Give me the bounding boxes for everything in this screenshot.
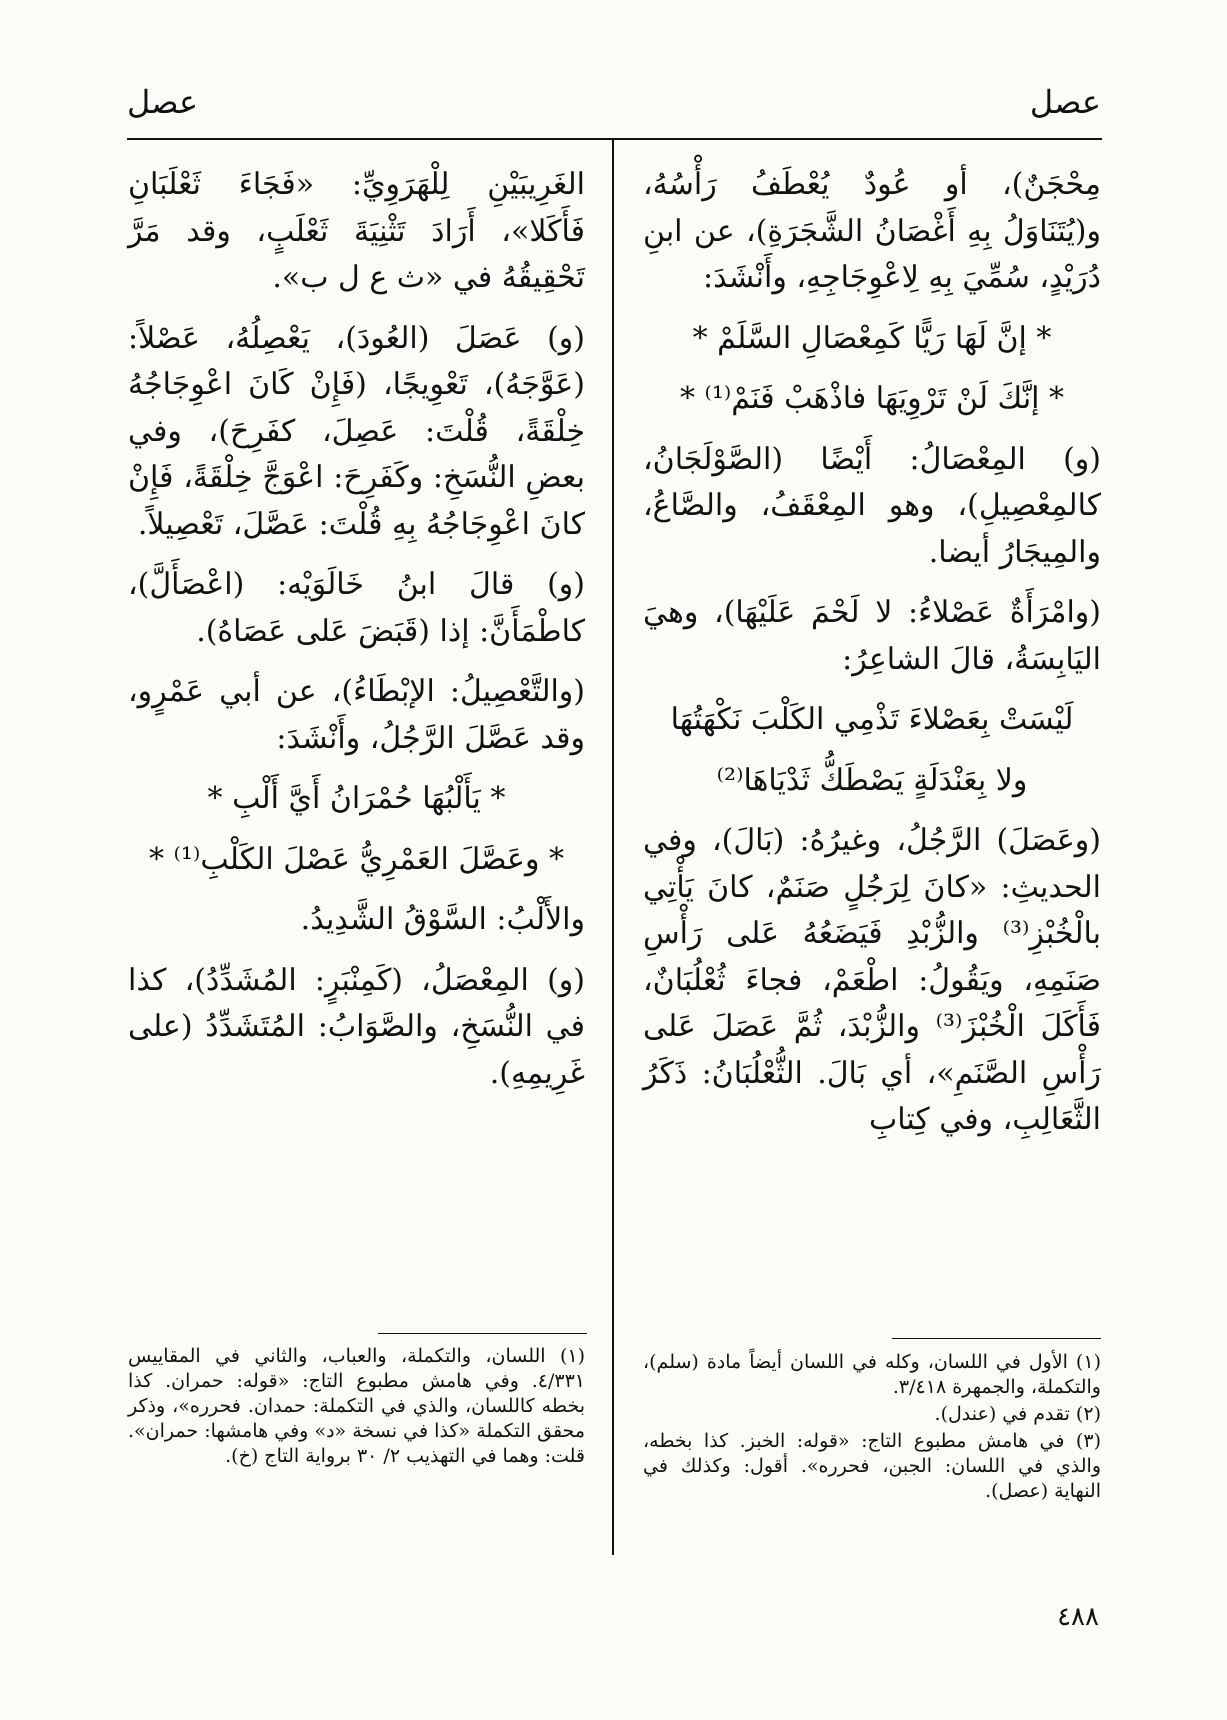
running-head-left: عصل (127, 83, 199, 121)
footnote: (١) اللسان، والتكملة، والعباب، والثاني في المقاييس ٤/٣٣١. وفي هامش مطبوع التاج: «قوله: حمران. كذا بخطه كاللسان، والذي في التكملة: حمدان. فحرره»، وذكر محقق التكملة «كذا في نسخة «د» وفي هامشها: حمران». قلت: وهما في التهذيب ٢/ ٣٠ برواية التاج (خ). (128, 1345, 586, 1467)
right-column (643, 162, 1101, 1158)
footnote-rule-left (378, 1333, 587, 1334)
footnote: (٣) في هامش مطبوع التاج: «قوله: الخبز. كذا بخطه، والذي في اللسان: الجبن، فحرره». أقول: وكذلك في النهاية (عصل). (643, 1430, 1101, 1502)
verse-hemistich: ولا بِعَنْدَلَةٍ يَصْطَكُّ ثَدْيَاهَا⁽²⁾ (716, 762, 1028, 798)
footnote: (٢) تقدم في (عندل). (934, 1403, 1101, 1425)
footnotes-left (128, 1344, 585, 1471)
paragraph: الغَرِيبَيْنِ لِلْهَرَوِيِّ: «فَجَاءَ ثَعْلَبَانِ فَأَكَلا»، أَرَادَ تَثْنِيَةَ ثَعْلَبٍ، وقد مَرَّ تَحْقِيقُهُ في «ث ع ل ب». (128, 167, 585, 295)
paragraph: (وامْرَأَةٌ عَصْلاءُ: لا لَحْمَ عَلَيْهَا)، وهيَ اليَابِسَةُ، قالَ الشاعِرُ: (643, 595, 1101, 677)
paragraph: والأَلْبُ: السَّوْقُ الشَّدِيدُ. (300, 902, 585, 937)
header-rule (127, 138, 1102, 140)
paragraph: (و) عَصَلَ (العُودَ)، يَعْصِلُهُ، عَصْلاً: (عَوَّجَهُ)، تَعْوِيجًا، (فَإِنْ كَانَ اعْوِجَاجُهُ خِلْقَةً، قُلْتَ: عَصِلَ، كفَرِحَ)، وفي بعضِ النُّسَخِ: وكَفَرِحَ: اعْوَجَّ خِلْقَةً، فَإِنْ كانَ اعْوِجَاجُهُ بِهِ قُلْتَ: عَصَّلَ، تَعْصِيلاً. (128, 320, 585, 542)
paragraph: (و) المِعْصَلُ، (كَمِنْبَرٍ: المُشَدِّدُ)، كذا في النُّسَخِ، والصَّوَابُ: المُتَشَدِّدُ (على غَرِيمِهِ). (128, 962, 585, 1091)
left-column (128, 162, 585, 1111)
paragraph: (و) المِعْصَالُ: أَيْضًا (الصَّوْلَجَانُ، كالمِعْصِيلِ)، وهو المِعْقَفُ، والصَّاعُ، والمِيجَارُ أيضا. (643, 441, 1101, 570)
column-divider (612, 140, 614, 1555)
footnotes-right (643, 1350, 1101, 1506)
footnote-rule-right (892, 1338, 1101, 1339)
running-head-right: عصل (1029, 83, 1101, 121)
footnote: (١) الأول في اللسان، وكله في اللسان أيضاً مادة (سلم)، والتكملة، والجمهرة ٣/٤١٨. (643, 1351, 1101, 1398)
paragraph: مِحْجَنٌ)، أو عُودٌ يُعْطَفُ رَأْسُهُ، و(يُتَنَاوَلُ بِهِ أَغْصَانُ الشَّجَرَةِ)، عن ابنِ دُرَيْدٍ، سُمِّيَ بِهِ لِاعْوِجَاجِهِ، وأَنْشَدَ: (643, 167, 1101, 295)
verse-hemistich: لَيْسَتْ بِعَصْلاءَ تَذْمِي الكَلْبَ نَكْهَتُهَا (670, 702, 1074, 737)
verse-line: * إنَّ لَهَا رَيًّا كَمِعْصَالِ السَّلَمْ * (692, 320, 1052, 356)
verse-line: * وعَصَّلَ العَمْرِيُّ عَصْلَ الكَلْبِ⁽¹⁾ * (149, 841, 564, 877)
paragraph: (و) قالَ ابنُ خَالَوَيْه: (اعْصَأَلَّ)، كاطْمَأَنَّ: إذا (قَبَضَ عَلى عَصَاهُ). (128, 567, 585, 649)
paragraph: (وعَصَلَ) الرَّجُلُ، وغيرُهُ: (بَالَ)، وفي الحديثِ: «كانَ لِرَجُلٍ صَنَمٌ، كانَ يَأْتِي بالْخُبْزِ⁽³⁾ والزُّبْدِ فَيَضَعُهُ عَلى رَأْسِ صَنَمِهِ، ويَقُولُ: اطْعَمْ، فجاءَ ثُعْلُبَانٌ، فَأَكَلَ الْخُبْزَ⁽³⁾ والزُّبْدَ، ثُمَّ عَصَلَ عَلى رَأْسِ الصَّنَمِ»، أي بَالَ. الثُّعْلُبَانُ: ذَكَرُ الثَّعَالِبِ، وفي كِتابِ (643, 823, 1101, 1137)
page-number: ٤٨٨ (1057, 1602, 1099, 1632)
verse-line: * إنَّكَ لَنْ تَرْوِيَهَا فاذْهَبْ فَنَمْ⁽¹⁾ * (679, 381, 1065, 416)
verse-line: * يَأَلْبُهَا حُمْرَانُ أَيَّ أَلْبِ * (207, 781, 506, 816)
paragraph: (والتَّعْصِيلُ: الإبْطَاءُ)، عن أبي عَمْرٍو، وقد عَصَّلَ الرَّجُلُ، وأَنْشَدَ: (128, 674, 585, 756)
